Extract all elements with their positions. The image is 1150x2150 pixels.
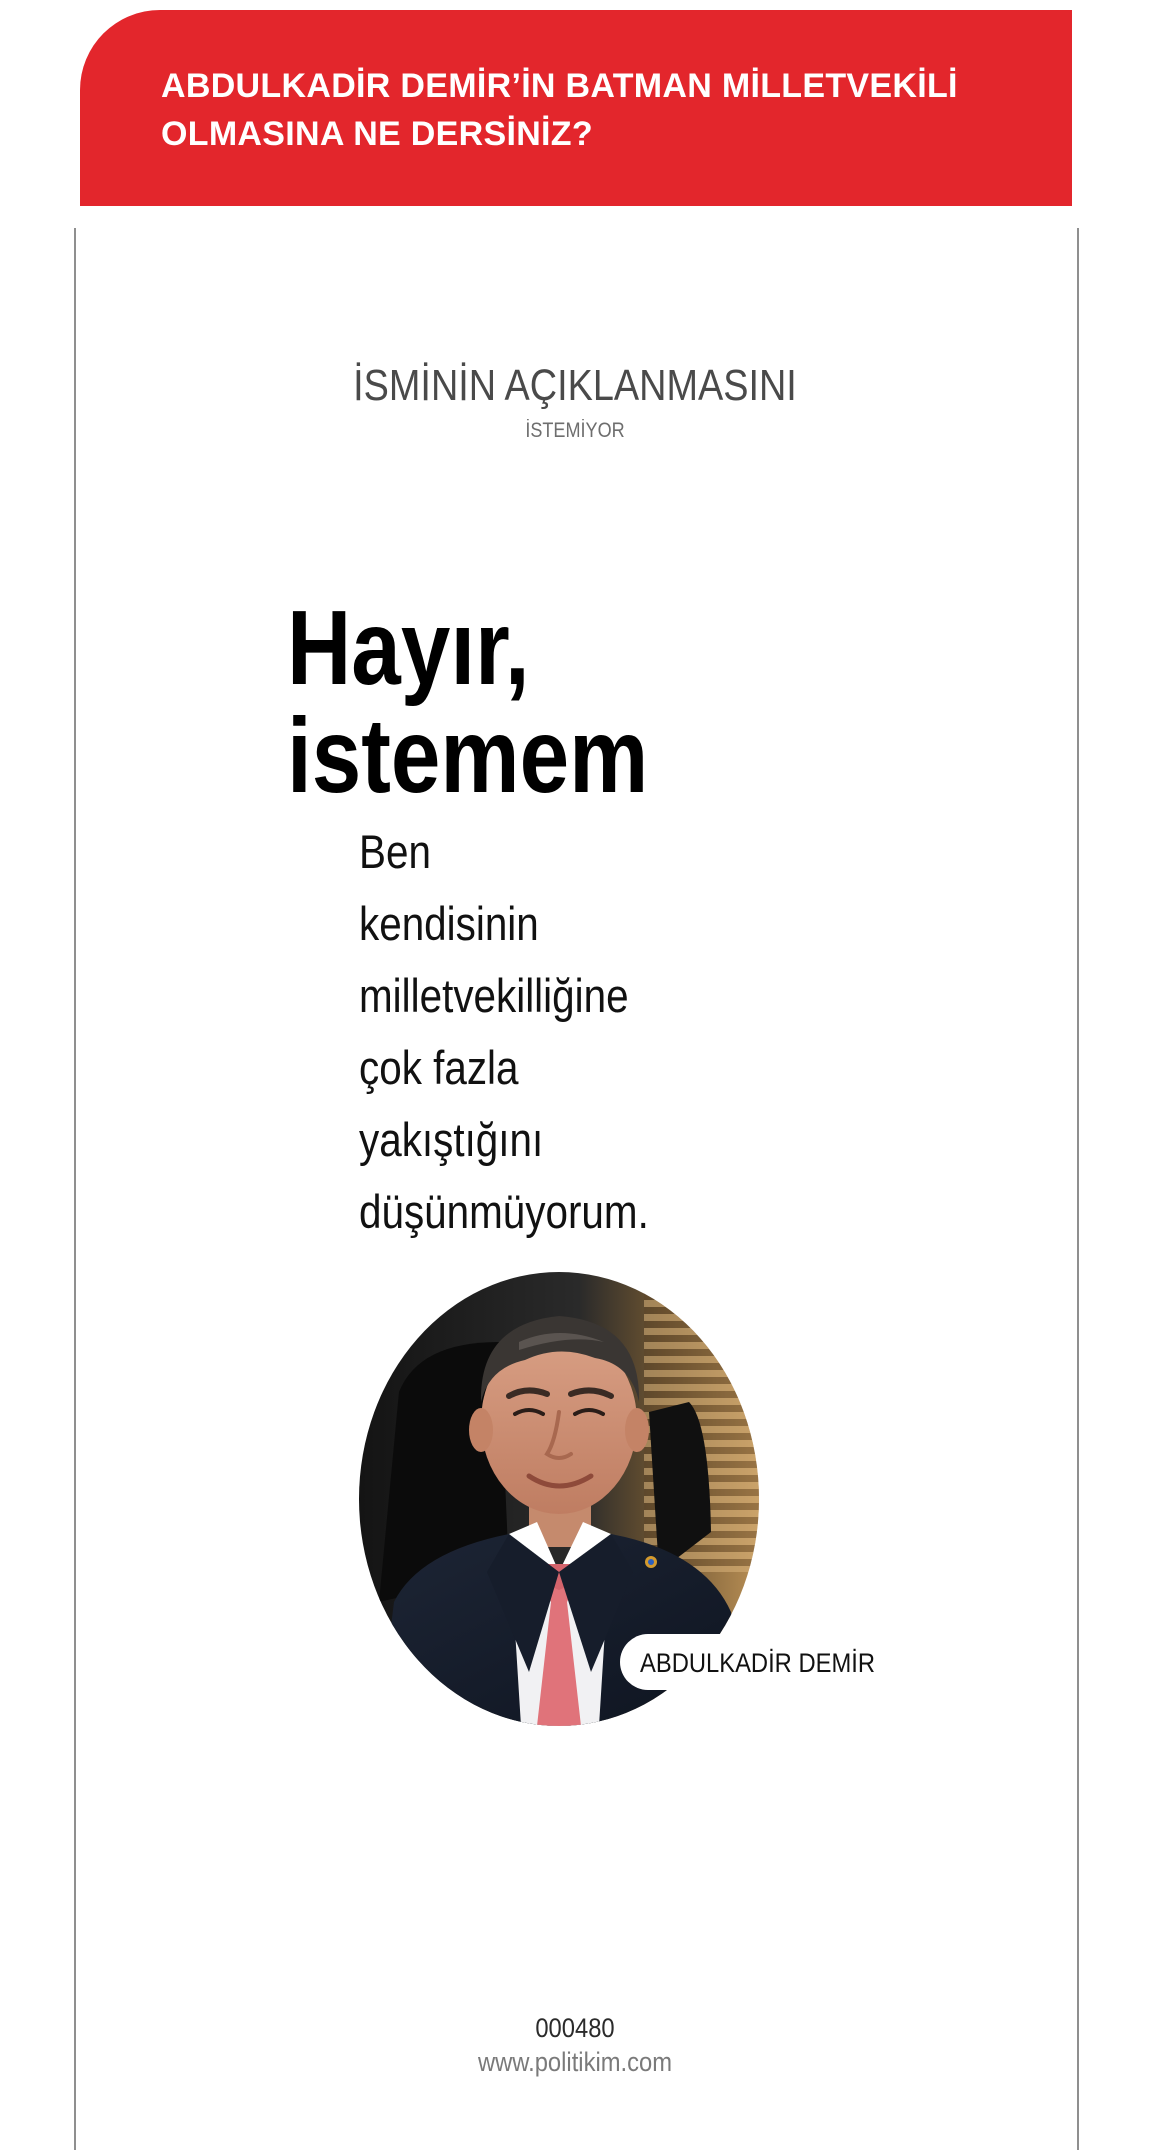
comment-line: yakıştığını (359, 1113, 544, 1166)
respondent-anonymous-sublabel: İSTEMİYOR (525, 419, 625, 442)
respondent-anonymous-label: İSMİNİN AÇIKLANMASINI (353, 361, 797, 410)
header-banner (80, 10, 1072, 206)
answer-headline (287, 589, 649, 815)
comment-line: milletvekilliğine (359, 969, 629, 1022)
frame-right-border (1077, 228, 1079, 2150)
answer-comment (359, 816, 649, 1248)
survey-question (161, 62, 1041, 158)
comment-line: düşünmüyorum. (359, 1185, 649, 1238)
website-link[interactable]: www.politikim.com (477, 2047, 673, 2077)
comment-line: Ben (359, 825, 431, 878)
answer-line-2: istemem (287, 697, 649, 815)
comment-line: kendisinin (359, 897, 539, 950)
survey-question-line-2: OLMASINA NE DERSİNİZ? (161, 115, 593, 153)
subject-name: ABDULKADİR DEMİR (640, 1648, 876, 1678)
frame-left-border (74, 228, 76, 2150)
comment-line: çok fazla (359, 1041, 519, 1094)
answer-line-1: Hayır, (287, 589, 530, 707)
survey-question-line-1: ABDULKADİR DEMİR’İN BATMAN MİLLETVEKİLİ (161, 67, 958, 105)
post-code: 000480 (535, 2013, 615, 2043)
